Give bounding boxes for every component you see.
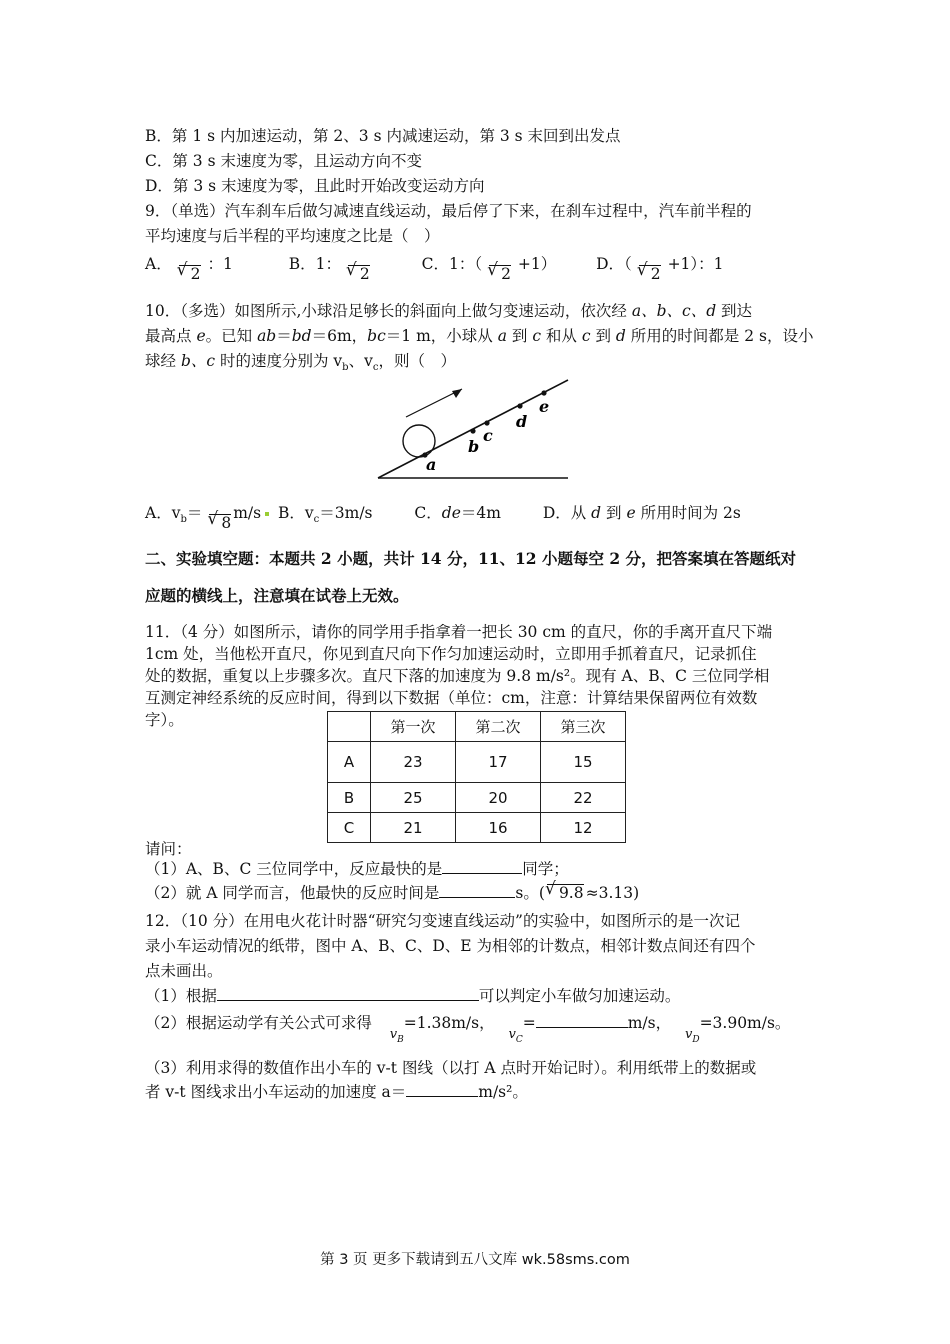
q10-stem-line2 <box>145 325 813 347</box>
q9-option-d-sqrt: √ 2 <box>639 265 661 282</box>
t: 同学； <box>522 860 569 878</box>
q8-option-b: B．第 1 s 内加速运动，第 2、3 s 内减速运动，第 3 s 末回到出发点 <box>145 127 621 145</box>
q10-option-a: A．v <box>145 504 181 522</box>
t: b <box>180 514 187 526</box>
t: ab <box>257 327 277 345</box>
t: v <box>389 1027 398 1042</box>
q12-acceleration-blank[interactable] <box>406 1096 478 1097</box>
t: a <box>497 327 507 345</box>
t: ＝1 m，小球从 <box>385 327 498 345</box>
table-cell: 25 <box>371 783 456 813</box>
t: b <box>342 362 349 374</box>
table-header-cell: 第三次 <box>541 712 626 742</box>
page-footer: 第 3 页 更多下载请到五八文库 wk.58sms.com <box>320 1252 630 1268</box>
q12-line1: 12．（10 分）在用电火花计时器“研究匀变速直线运动”的实验中，如图所示的是一次记 <box>145 912 740 930</box>
t: ＝4m <box>460 504 501 522</box>
t: 所用时间为 2s <box>635 504 741 522</box>
q11-ask: 请问： <box>145 840 192 858</box>
q12-vc-blank[interactable] <box>536 1027 628 1028</box>
t: m/s²。 <box>478 1083 528 1101</box>
q9-option-c-sqrt: √ 2 <box>489 265 511 282</box>
table-row <box>328 813 626 843</box>
q12-sub3-line2 <box>145 1081 528 1103</box>
q9-option-a-prefix: A． <box>145 255 172 273</box>
t: C <box>515 1035 523 1046</box>
t: 和从 <box>541 327 582 345</box>
table-cell: 17 <box>456 742 541 783</box>
t: B <box>397 1035 404 1046</box>
q9-options <box>145 253 724 283</box>
q11-line2: 1cm 处，当他松开直尺，你见到直尺向下作匀加速运动时，立即用手抓着直尺，记录抓住 <box>145 645 757 663</box>
t: d <box>591 504 602 522</box>
t: 到 <box>590 327 616 345</box>
marker-dot <box>265 512 269 516</box>
t: bc <box>367 327 386 345</box>
t: = <box>522 1014 536 1032</box>
t: c <box>313 514 320 526</box>
table-cell: A <box>328 742 371 783</box>
table-header-row <box>328 712 626 742</box>
t: m/s， <box>627 1014 672 1032</box>
q11-answer2-blank[interactable] <box>439 897 515 898</box>
t: b、c <box>180 352 216 370</box>
q9-option-a-sqrt: √ 2 <box>179 265 201 282</box>
t: ＝ <box>276 327 292 345</box>
section2-heading-line2: 应题的横线上，注意填在试卷上无效。 <box>145 586 409 605</box>
q12-line3: 点未画出。 <box>145 962 223 980</box>
q11-sub2 <box>145 882 639 904</box>
t: =3.90m/s。 <box>699 1014 791 1032</box>
table-header-cell: 第二次 <box>456 712 541 742</box>
q9-option-c-prefix: C．1：（ <box>421 255 483 273</box>
table-cell: 22 <box>541 783 626 813</box>
t: e <box>196 327 206 345</box>
t: e <box>626 504 636 522</box>
table-cell: 21 <box>371 813 456 843</box>
q9-stem-line2: 平均速度与后半程的平均速度之比是（ ） <box>145 227 440 245</box>
q12-sub2 <box>145 1012 791 1046</box>
q12-line2: 录小车运动情况的纸带，图中 A、B、C、D、E 为相邻的计数点，相邻计数点间还有四个 <box>145 937 756 955</box>
t: ＝6m， <box>311 327 368 345</box>
table-cell: C <box>328 813 371 843</box>
table-cell: 20 <box>456 783 541 813</box>
point-d-dot <box>517 403 522 408</box>
t: c <box>532 327 541 345</box>
t: s。( <box>515 884 545 902</box>
table-cell: 12 <box>541 813 626 843</box>
t: （1）A、B、C 三位同学中，反应最快的是 <box>145 860 443 878</box>
table-row <box>328 783 626 813</box>
q10-option-a-sqrt: √ 8 <box>209 514 231 531</box>
t: ≈3.13) <box>585 884 640 902</box>
t: d <box>615 327 626 345</box>
q10-option-d: D．从 <box>542 504 592 522</box>
table-cell: 15 <box>541 742 626 783</box>
t: 到 <box>506 327 533 345</box>
q9-option-a-suffix: ：1 <box>207 255 233 273</box>
q9-option-b-sqrt: √ 2 <box>348 265 370 282</box>
t: ＝3m/s <box>319 504 373 522</box>
q8-option-d: D．第 3 s 末速度为零，且此时开始改变运动方向 <box>145 177 485 195</box>
table-header-cell: 第一次 <box>371 712 456 742</box>
point-b-dot <box>470 428 475 433</box>
q9-option-d-suffix: +1）：1 <box>667 255 724 273</box>
q11-line1: 11．（4 分）如图所示，请你的同学用手指拿着一把长 30 cm 的直尺，你的手离开直尺下端 <box>145 623 773 641</box>
q12-sub1 <box>145 985 680 1007</box>
t: bd <box>291 327 312 345</box>
t: （2）根据运动学有关公式可求得 <box>145 1014 372 1032</box>
point-a-label: a <box>426 455 437 474</box>
q11-sub1 <box>145 858 569 880</box>
q9-option-b-prefix: B．1： <box>288 255 341 273</box>
q11-line5: 字）。 <box>145 711 184 729</box>
q8-option-c: C．第 3 s 末速度为零，且运动方向不变 <box>145 152 422 170</box>
t: （1）根据 <box>145 987 217 1005</box>
q10-stem1-points: a、b、c、d <box>631 302 717 320</box>
q12-sub3-line1: （3）利用求得的数值作出小车的 v-t 图线（以打 A 点时开始记时）。利用纸带上的数据或 <box>145 1059 757 1077</box>
t: 。已知 <box>205 327 258 345</box>
table-cell: B <box>328 783 371 813</box>
t: 可以判定小车做匀加速运动。 <box>478 987 681 1005</box>
reaction-data-table <box>327 711 626 843</box>
q10-stem1-end: 到达 <box>716 302 753 320</box>
t: ＝ <box>186 504 203 522</box>
t: 、v <box>348 352 373 370</box>
t: v <box>684 1027 693 1042</box>
table-cell: 23 <box>371 742 456 783</box>
t: =1.38m/s， <box>403 1014 495 1032</box>
t: 最高点 <box>145 327 197 345</box>
arrow-head <box>452 389 462 398</box>
ball <box>403 425 435 457</box>
point-b-label: b <box>468 437 480 456</box>
q12-answer1-blank[interactable] <box>217 1000 479 1001</box>
q9-option-d-prefix: D．（ <box>596 255 632 273</box>
table-cell: 16 <box>456 813 541 843</box>
point-d-label: d <box>516 412 528 431</box>
t: m/s <box>233 504 262 522</box>
q10-options <box>145 502 741 531</box>
q9-stem-line1: 9．（单选）汽车刹车后做匀减速直线运动，最后停了下来，在刹车过程中，汽车前半程的 <box>145 202 752 220</box>
incline-figure <box>370 375 580 485</box>
t: 时的速度分别为 v <box>215 352 343 370</box>
table-header-cell <box>328 712 371 742</box>
table-row <box>328 742 626 783</box>
t: 者 v-t 图线求出小车运动的加速度 a＝ <box>145 1083 407 1101</box>
q10-option-c: C． <box>414 504 442 522</box>
q11-line3: 处的数据，重复以上步骤多次。直尺下落的加速度为 9.8 m/s²。现有 A、B、C 三位同学相 <box>145 667 770 685</box>
q10-stem-line1 <box>145 300 752 322</box>
t: de <box>441 504 461 522</box>
point-c-dot <box>484 420 489 425</box>
section2-heading-line1: 二、实验填空题：本题共 2 小题，共计 14 分，11、12 小题每空 2 分，把答案填在答题纸对 <box>145 549 797 568</box>
q9-option-c-suffix: +1） <box>517 255 557 273</box>
t: （2）就 A 同学而言，他最快的反应时间是 <box>145 884 440 902</box>
t: 到 <box>601 504 627 522</box>
q11-sqrt: √ 9.8 <box>547 884 584 901</box>
t: c <box>581 327 591 345</box>
t: 球经 <box>145 352 181 370</box>
point-e-label: e <box>539 397 550 416</box>
q11-line4: 互测定神经系统的反应时间，得到以下数据（单位：cm，注意：计算结果保留两位有效数 <box>145 689 758 707</box>
t: c <box>372 362 379 374</box>
q10-option-b: B．v <box>278 504 314 522</box>
q11-answer1-blank[interactable] <box>442 873 522 874</box>
t: 所用的时间都是 2 s，设小 <box>625 327 814 345</box>
point-e-dot <box>541 390 546 395</box>
t: v <box>508 1027 516 1042</box>
q10-stem1-text: 10．（多选）如图所示,小球沿足够长的斜面向上做匀变速运动，依次经 <box>145 302 632 320</box>
point-c-label: c <box>483 426 493 445</box>
t: ，则（ ） <box>378 352 456 370</box>
t: D <box>692 1035 700 1046</box>
